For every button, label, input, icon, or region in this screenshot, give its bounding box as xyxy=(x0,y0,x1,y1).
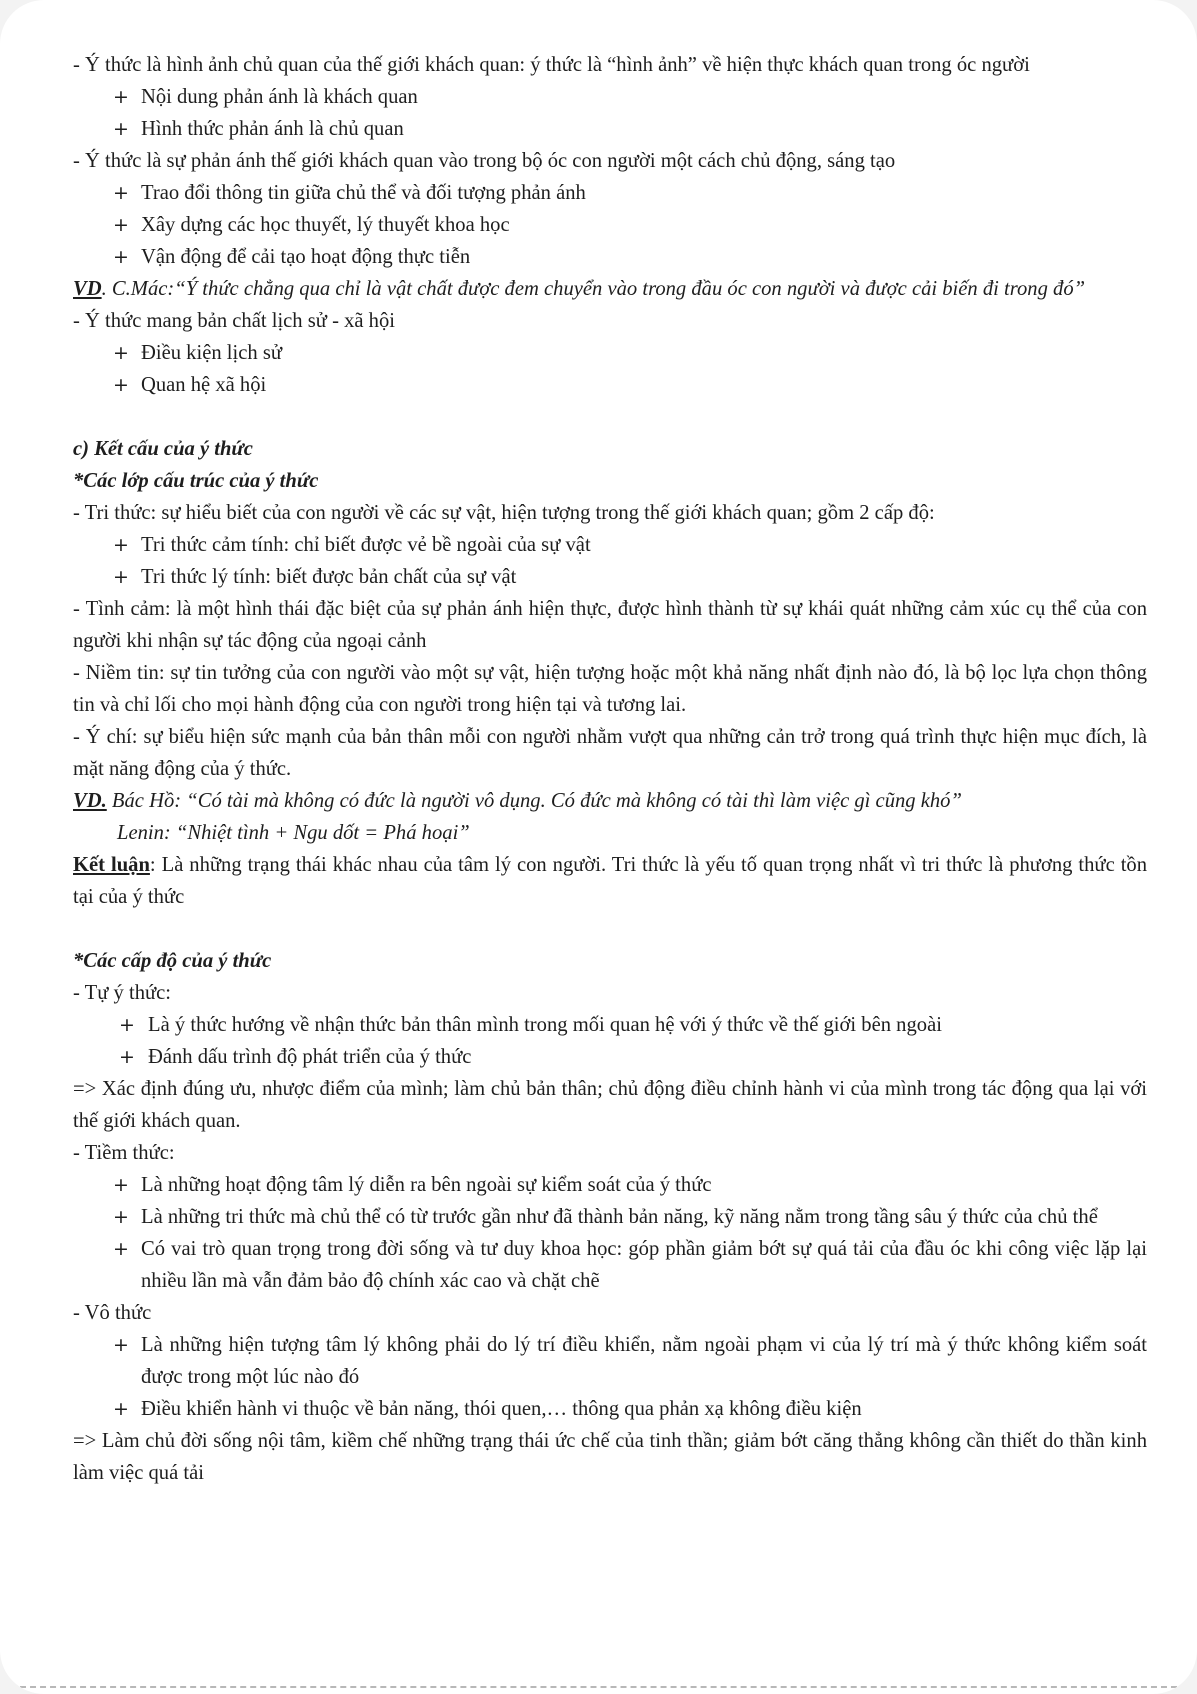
result-self-awareness: => Xác định đúng ưu, nhược điểm của mình; làm chủ bản thân; chủ động điều chỉnh hành vi của mình trong tác động qua lại với thế giới khách quan. xyxy=(73,1078,1147,1132)
page-bottom-divider xyxy=(0,1686,1197,1688)
section-heading-structure: c) Kết cấu của ý thức xyxy=(73,438,253,460)
bullet-item: + Điều khiển hành vi thuộc về bản năng, thói quen,… thông qua phản xạ không điều kiện xyxy=(73,1393,1147,1425)
plus-bullet-icon: + xyxy=(113,118,129,140)
document-content xyxy=(73,49,1147,1489)
bullet-item: + Hình thức phản ánh là chủ quan xyxy=(73,113,1147,145)
plus-bullet-icon: + xyxy=(113,1174,129,1196)
plus-bullet-icon: + xyxy=(113,1334,129,1356)
example-label: VD xyxy=(73,278,102,300)
plus-bullet-icon: + xyxy=(113,1238,129,1260)
conclusion-label: Kết luận xyxy=(73,854,150,876)
plus-bullet-icon: + xyxy=(113,1206,129,1228)
subheading-structure-layers: *Các lớp cấu trúc của ý thức xyxy=(73,470,319,492)
paragraph-knowledge: - Tri thức: sự hiểu biết của con người về các sự vật, hiện tượng trong thế giới khách quan; gồm 2 cấp độ: xyxy=(73,502,935,524)
bullet-item: + Là những tri thức mà chủ thể có từ trước gần như đã thành bản năng, kỹ năng nằm trong tầng sâu ý thức của chủ thể xyxy=(73,1201,1147,1233)
plus-bullet-icon: + xyxy=(113,246,129,268)
subheading-consciousness-levels: *Các cấp độ của ý thức xyxy=(73,950,272,972)
bullet-item: + Là những hoạt động tâm lý diễn ra bên ngoài sự kiểm soát của ý thức xyxy=(73,1169,1147,1201)
paragraph-subjective-image: - Ý thức là hình ảnh chủ quan của thế giới khách quan: ý thức là “hình ảnh” về hiện thực khách quan trong óc người xyxy=(73,54,1030,76)
paragraph-belief: - Niềm tin: sự tin tưởng của con người vào một sự vật, hiện tượng hoặc một khả năng nhất định nào đó, là bộ lọc lựa chọn thông tin và chỉ lối cho mọi hành động của con người trong hiện tại và tương lai. xyxy=(73,662,1147,716)
paragraph-unconscious: - Vô thức xyxy=(73,1302,152,1324)
plus-bullet-icon: + xyxy=(113,86,129,108)
result-unconscious: => Làm chủ đời sống nội tâm, kiềm chế những trạng thái ức chế của tinh thần; giảm bớt căng thẳng không cần thiết do thần kinh làm việc quá tải xyxy=(73,1430,1147,1484)
paragraph-self-awareness: - Tự ý thức: xyxy=(73,982,172,1004)
plus-bullet-icon: + xyxy=(113,342,129,364)
conclusion-paragraph: Kết luận: Là những trạng thái khác nhau của tâm lý con người. Tri thức là yếu tố quan trọng nhất vì tri thức là phương thức tồn tại của ý thức xyxy=(73,854,1148,908)
bullet-item: + Đánh dấu trình độ phát triển của ý thức xyxy=(73,1041,1147,1073)
bullet-item: + Xây dựng các học thuyết, lý thuyết khoa học xyxy=(73,209,1147,241)
plus-bullet-icon: + xyxy=(113,566,129,588)
bullet-item: + Có vai trò quan trọng trong đời sống và tư duy khoa học: góp phần giảm bớt sự quá tải của đầu óc khi công việc lặp lại nhiều lần mà vẫn đảm bảo độ chính xác cao và chặt chẽ xyxy=(73,1233,1147,1297)
plus-bullet-icon: + xyxy=(119,1014,135,1036)
bullet-item: + Điều kiện lịch sử xyxy=(73,337,1147,369)
example-lenin-quote: Lenin: “Nhiệt tình + Ngu dốt = Phá hoại” xyxy=(117,822,470,844)
bullet-item: + Vận động để cải tạo hoạt động thực tiễn xyxy=(73,241,1147,273)
paragraph-historical-nature: - Ý thức mang bản chất lịch sử - xã hội xyxy=(73,310,395,332)
example-label: VD. xyxy=(73,790,107,812)
plus-bullet-icon: + xyxy=(119,1046,135,1068)
example-uncle-ho-quote: VD. Bác Hồ: “Có tài mà không có đức là người vô dụng. Có đức mà không có tài thì làm việc gì cũng khó” xyxy=(73,790,962,812)
plus-bullet-icon: + xyxy=(113,182,129,204)
plus-bullet-icon: + xyxy=(113,374,129,396)
example-marx-quote: VD. C.Mác:“Ý thức chẳng qua chỉ là vật chất được đem chuyển vào trong đầu óc con người và được cải biến đi trong đó” xyxy=(73,278,1086,300)
paragraph-will: - Ý chí: sự biểu hiện sức mạnh của bản thân mỗi con người nhằm vượt qua những cản trở trong quá trình thực hiện mục đích, là mặt năng động của ý thức. xyxy=(73,726,1147,780)
bullet-item: + Quan hệ xã hội xyxy=(73,369,1147,401)
bullet-item: + Tri thức cảm tính: chỉ biết được vẻ bề ngoài của sự vật xyxy=(73,529,1147,561)
bullet-item: + Là những hiện tượng tâm lý không phải do lý trí điều khiển, nằm ngoài phạm vi của lý trí mà ý thức không kiểm soát được trong một lúc nào đó xyxy=(73,1329,1147,1393)
plus-bullet-icon: + xyxy=(113,1398,129,1420)
bullet-item: + Trao đổi thông tin giữa chủ thể và đối tượng phản ánh xyxy=(73,177,1147,209)
bullet-item: + Là ý thức hướng về nhận thức bản thân mình trong mối quan hệ với ý thức về thế giới bên ngoài xyxy=(73,1009,1147,1041)
plus-bullet-icon: + xyxy=(113,214,129,236)
paragraph-subconscious: - Tiềm thức: xyxy=(73,1142,175,1164)
bullet-item: + Nội dung phản ánh là khách quan xyxy=(73,81,1147,113)
paragraph-active-reflection: - Ý thức là sự phản ánh thế giới khách quan vào trong bộ óc con người một cách chủ động, sáng tạo xyxy=(73,150,896,172)
plus-bullet-icon: + xyxy=(113,534,129,556)
bullet-item: + Tri thức lý tính: biết được bản chất của sự vật xyxy=(73,561,1147,593)
paragraph-emotion: - Tình cảm: là một hình thái đặc biệt của sự phản ánh hiện thực, được hình thành từ sự khái quát những cảm xúc cụ thể của con người khi nhận sự tác động của ngoại cảnh xyxy=(73,598,1147,652)
